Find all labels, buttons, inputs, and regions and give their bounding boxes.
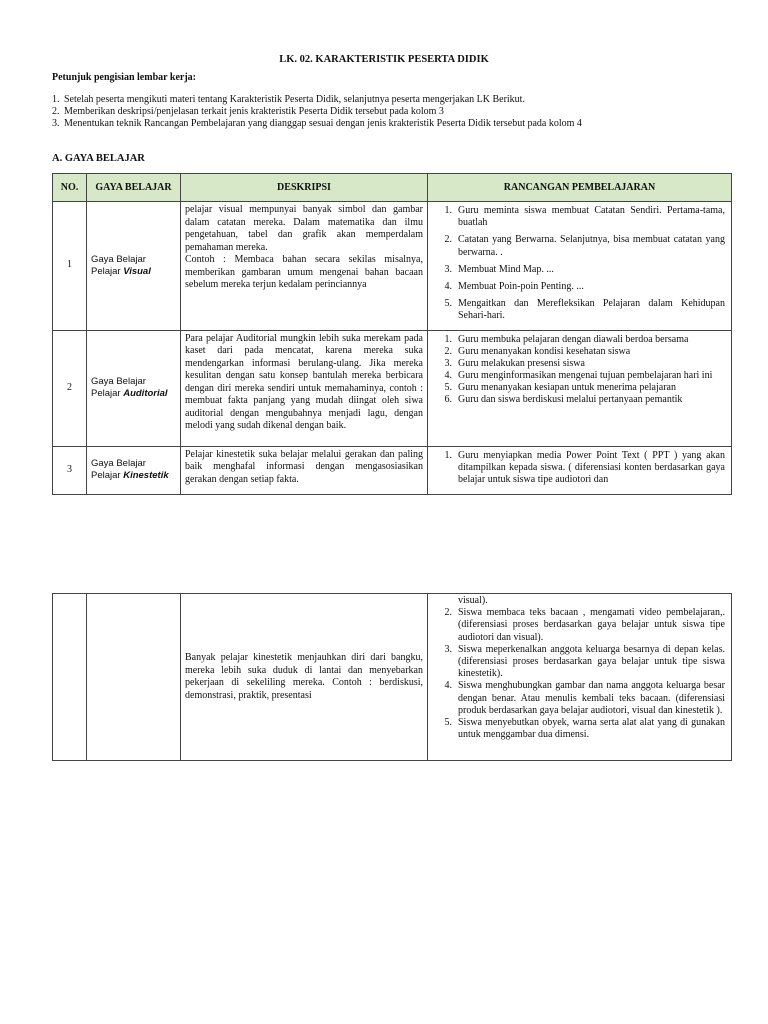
style-cell: Gaya Belajar Pelajar Kinestetik <box>87 446 181 494</box>
header-no: NO. <box>53 174 87 202</box>
style-cell <box>87 594 181 761</box>
list-item: 4. Siswa menghubungkan gambar dan nama anggota keluarga besar dengan benar. Atau menulis kembali teks bacaan. (diferensiasi produk berdasarkan gaya belajar audiotori, visual dan kinestetik ). <box>444 680 725 716</box>
list-item: 2. Catatan yang Berwarna. Selanjutnya, bisa membuat catatan yang berwarna. . <box>444 234 725 258</box>
header-desc: DESKRIPSI <box>181 174 428 202</box>
description-cell: Pelajar kinestetik suka belajar melalui gerakan dan paling baik menghafal informasi dengan mengasosiasikan gerakan dengan setiap fakta. <box>181 446 428 494</box>
list-item: 6. Guru dan siswa berdiskusi melalui pertanyaan pemantik <box>444 394 683 406</box>
instructions-list <box>52 94 752 130</box>
list-item: 3. Membuat Mind Map. ... <box>444 263 554 275</box>
plan-cell <box>428 202 732 331</box>
table-row <box>53 202 732 331</box>
list-item: 2. Guru menanyakan kondisi kesehatan siswa <box>444 345 631 357</box>
row-number: 3 <box>53 446 87 494</box>
row-number <box>53 594 87 761</box>
list-item: 5. Guru menanyakan kesiapan untuk menerima pelajaran <box>444 382 676 394</box>
learning-style-table-continued <box>52 593 732 761</box>
table-row <box>53 594 732 761</box>
plan-continuation: visual). <box>458 595 488 606</box>
description-cell: pelajar visual mempunyai banyak simbol dan gambar dalam catatan mereka. Dalam matematika dan ilmu pengetahuan, tabel dan grafik akan memperdalam pemahaman mereka. Contoh : Membaca bahan secara sekilas misalnya, memberikan gambaran umum mengenai bahan bacaan sebelum mereka terjun kedalam perinciannya <box>181 202 428 331</box>
list-item: 1. Guru menyiapkan media Power Point Text ( PPT ) yang akan ditampilkan kepada siswa. ( diferensiasi konten berdasarkan gaya belajar untuk siswa tipe audiotori dan <box>444 449 725 485</box>
instruction-text: Setelah peserta mengikuti materi tentang Karakteristik Peserta Didik, selanjutnya peserta mengerjakan LK Berikut. <box>64 94 525 105</box>
table-row <box>53 446 732 494</box>
row-number: 2 <box>53 330 87 446</box>
instruction-item: 1. Setelah peserta mengikuti materi tentang Karakteristik Peserta Didik, selanjutnya peserta mengerjakan LK Berikut. <box>52 94 525 105</box>
table-row <box>53 330 732 446</box>
instruction-item: 2. Memberikan deskripsi/penjelasan terkait jenis krakteristik Peserta Didik tersebut pada kolom 3 <box>52 106 444 117</box>
style-cell: Gaya Belajar Pelajar Visual <box>87 202 181 331</box>
style-type: Kinestetik <box>123 470 169 481</box>
list-item: 1. Guru membuka pelajaran dengan diawali berdoa bersama <box>444 333 689 345</box>
row-number: 1 <box>53 202 87 331</box>
instruction-text: Memberikan deskripsi/penjelasan terkait jenis krakteristik Peserta Didik tersebut pada kolom 3 <box>64 106 444 117</box>
header-style: GAYA BELAJAR <box>87 174 181 202</box>
list-item: 3. Guru melakukan presensi siswa <box>444 357 585 369</box>
style-type: Auditorial <box>123 388 168 399</box>
section-heading: A. GAYA BELAJAR <box>52 153 145 164</box>
page-title: LK. 02. KARAKTERISTIK PESERTA DIDIK <box>279 54 489 65</box>
list-item: 4. Guru menginformasikan mengenai tujuan pembelajaran hari ini <box>444 370 713 382</box>
list-item: 1. Guru meminta siswa membuat Catatan Sendiri. Pertama-tama, buatlah <box>444 205 725 229</box>
description-cell: Para pelajar Auditorial mungkin lebih suka merekam pada kaset dari pada mencatat, karena mereka suka mendengarkan informasi berulang-ulang. Jika mereka kesulitan dengan satu konsep bantulah mereka berbicara dengan diri mereka sendiri untuk memahaminya, contoh : membuat fakta panjang yang mudah diingat oleh siwa auditorial dengan mengubahnya menjadi lagu, dengan melodi yang sudah dikenal dengan baik. <box>181 330 428 446</box>
list-item: 2. Siswa membaca teks bacaan , mengamati video pembelajaran,. (diferensiasi proses berdasarkan gaya belajar untuk siswa tipe audiotori dan visual). <box>444 607 725 643</box>
style-type: Visual <box>123 265 151 277</box>
learning-style-table <box>52 173 732 495</box>
table-header-row <box>53 174 732 202</box>
plan-cell <box>428 330 732 446</box>
list-item: 4. Membuat Poin-poin Penting. ... <box>444 280 584 292</box>
plan-cell <box>428 446 732 494</box>
description-cell: Banyak pelajar kinestetik menjauhkan diri dari bangku, mereka lebih suka duduk di lantai dan menyebarkan pekerjaan di sekeliling mereka. Contoh : berdiskusi, demonstrasi, praktik, presentasi <box>181 594 428 761</box>
plan-cell <box>428 594 732 761</box>
instruction-text: Menentukan teknik Rancangan Pembelajaran yang dianggap sesuai dengan jenis krakteristik Peserta Didik tersebut pada kolom 4 <box>64 118 582 129</box>
instruction-item: 3. Menentukan teknik Rancangan Pembelajaran yang dianggap sesuai dengan jenis krakteristik Peserta Didik tersebut pada kolom 4 <box>52 118 582 129</box>
list-item: 5. Siswa menyebutkan obyek, warna serta alat alat yang di gunakan untuk menggambar dua dimensi. <box>444 716 725 741</box>
list-item: 5. Mengaitkan dan Merefleksikan Pelajaran dalam Kehidupan Sehari-hari. <box>444 298 725 322</box>
list-item: 3. Siswa meperkenalkan anggota keluarga besarnya di depan kelas. (diferensiasi proses berdasarkan gaya belajar untuk tipe siswa kinestetik). <box>444 643 725 680</box>
style-cell: Gaya Belajar Pelajar Auditorial <box>87 330 181 446</box>
instructions-heading: Petunjuk pengisian lembar kerja: <box>52 72 196 83</box>
header-plan: RANCANGAN PEMBELAJARAN <box>428 174 732 202</box>
